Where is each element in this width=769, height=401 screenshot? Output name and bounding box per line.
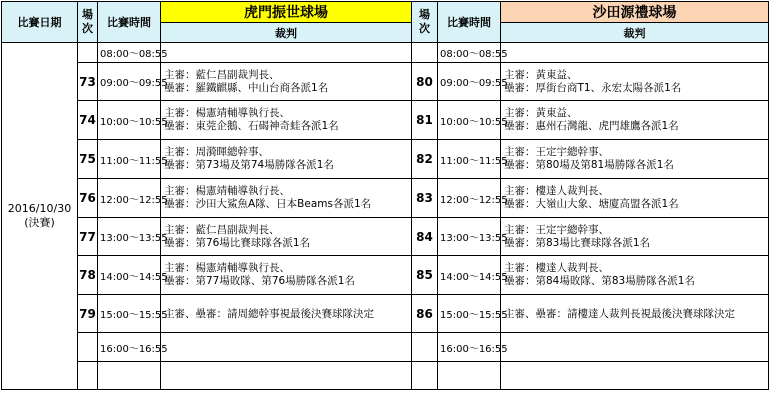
chief-umpire-a: 主審：藍仁昌副裁判長、 (164, 68, 280, 81)
referee-b (501, 101, 769, 140)
game-no-a: 74 (78, 101, 98, 140)
chief-umpire-a: 主審：楊憲靖輔導執行長、 (164, 262, 290, 274)
referee-b: 主審、壘審：請樓達人裁判長視最後決賽球隊決定 (501, 295, 769, 333)
venue-a-title: 虎門振世球場 (161, 2, 412, 23)
game-no-header-b-line1: 場 (419, 8, 430, 21)
base-umpire-b: 壘審：惠州石灣龍、虎門雄鷹各派1名 (504, 120, 679, 132)
game-no-b: 82 (412, 140, 438, 179)
game-no-a (78, 333, 98, 362)
time-header-a: 比賽時間 (98, 2, 161, 43)
game-no-a: 78 (78, 256, 98, 295)
referee-header-a: 裁判 (161, 23, 412, 43)
schedule-row (2, 362, 769, 390)
game-no-a: 75 (78, 140, 98, 179)
time-b: 11:00～11:55 (438, 140, 501, 179)
referee-header-b: 裁判 (501, 23, 769, 43)
time-a: 09:00～09:55 (98, 63, 161, 101)
game-no-a: 73 (78, 63, 98, 101)
referee-a: 主審、壘審：請周總幹事視最後決賽球隊決定 (161, 295, 412, 333)
time-a: 11:00～11:55 (98, 140, 161, 179)
game-no-header-a (78, 2, 98, 43)
time-a: 14:00～14:55 (98, 256, 161, 295)
time-a: 08:00～08:55 (98, 43, 161, 63)
game-no-header-a-line2: 次 (82, 22, 93, 35)
chief-umpire-a: 主審：藍仁昌副裁判長、 (164, 223, 280, 236)
chief-umpire-a: 主審：楊憲靖輔導執行長、 (164, 185, 290, 197)
schedule-row (2, 295, 769, 333)
time-a (98, 362, 161, 390)
time-a: 15:00～15:55 (98, 295, 161, 333)
time-b (438, 362, 501, 390)
base-umpire-a: 壘審：第77場敗隊、第76場勝隊各派1名 (164, 275, 355, 287)
referee-b (501, 218, 769, 256)
time-b: 12:00～12:55 (438, 179, 501, 218)
schedule-row (2, 179, 769, 218)
time-b: 14:00～14:55 (438, 256, 501, 295)
game-no-b (412, 43, 438, 63)
schedule-row (2, 140, 769, 179)
venue-b-title: 沙田源禮球場 (501, 2, 769, 23)
match-date-line2: (決賽) (24, 216, 55, 229)
header-row-top (2, 2, 769, 23)
schedule-row (2, 63, 769, 101)
base-umpire-b: 壘審：第80場及第81場勝隊各派1名 (504, 159, 674, 171)
referee-a (161, 333, 412, 362)
schedule-row (2, 256, 769, 295)
base-umpire-b: 壘審：大嶺山大象、塘廈高盟各派1名 (504, 198, 679, 210)
base-umpire-a: 壘審：第73場及第74場勝隊各派1名 (164, 159, 334, 171)
referee-a (161, 101, 412, 140)
chief-umpire-b: 主審：樓達人裁判長、 (504, 262, 609, 274)
base-umpire-a: 壘審：羅鐵麒縣、中山台商各派1名 (164, 81, 329, 94)
time-header-b: 比賽時間 (438, 2, 501, 43)
schedule-row (2, 218, 769, 256)
referee-a (161, 140, 412, 179)
game-no-b: 84 (412, 218, 438, 256)
time-b: 09:00～09:55 (438, 63, 501, 101)
referee-a (161, 179, 412, 218)
base-umpire-a: 壘審：第76場比賽球隊各派1名 (164, 236, 311, 249)
time-a: 12:00～12:55 (98, 179, 161, 218)
schedule-table (1, 1, 769, 390)
game-no-a (78, 362, 98, 390)
base-umpire-a: 壘審：東莞企鵝、石碣神奇蛙各派1名 (164, 120, 339, 132)
chief-umpire-b: 主審：王定宇總幹事、 (504, 223, 609, 236)
time-a: 16:00～16:55 (98, 333, 161, 362)
base-umpire-b: 壘審：第84場敗隊、第83場勝隊各派1名 (504, 275, 695, 287)
chief-umpire-b: 主審：黃東益、 (504, 68, 578, 81)
game-no-a (78, 43, 98, 63)
time-a: 10:00～10:55 (98, 101, 161, 140)
game-no-b: 83 (412, 179, 438, 218)
base-umpire-b: 壘審：厚街台商T1、永宏太陽各派1名 (504, 81, 682, 94)
schedule-row (2, 101, 769, 140)
time-b: 16:00～16:55 (438, 333, 501, 362)
game-no-header-a-line1: 場 (82, 8, 93, 21)
time-b: 10:00～10:55 (438, 101, 501, 140)
referee-a (161, 256, 412, 295)
game-no-b: 85 (412, 256, 438, 295)
time-b: 08:00～08:55 (438, 43, 501, 63)
time-a: 13:00～13:55 (98, 218, 161, 256)
referee-b (501, 179, 769, 218)
referee-b (501, 256, 769, 295)
referee-b (501, 140, 769, 179)
game-no-b (412, 333, 438, 362)
referee-a (161, 218, 412, 256)
chief-umpire-a: 主審：周漪暉總幹事、 (164, 146, 269, 158)
referee-b (501, 333, 769, 362)
chief-umpire-b: 主審：黃東益、 (504, 107, 578, 119)
time-b: 13:00～13:55 (438, 218, 501, 256)
chief-umpire-a: 主審：楊憲靖輔導執行長、 (164, 107, 290, 119)
game-no-a: 76 (78, 179, 98, 218)
referee-a (161, 362, 412, 390)
referee-b (501, 63, 769, 101)
game-no-b (412, 362, 438, 390)
base-umpire-b: 壘審：第83場比賽球隊各派1名 (504, 236, 651, 249)
referee-a (161, 63, 412, 101)
time-b: 15:00～15:55 (438, 295, 501, 333)
game-no-b: 80 (412, 63, 438, 101)
game-no-b: 81 (412, 101, 438, 140)
base-umpire-a: 壘審：沙田大鯊魚A隊、日本Beams各派1名 (164, 198, 372, 210)
referee-b (501, 43, 769, 63)
chief-umpire-b: 主審：樓達人裁判長、 (504, 185, 609, 197)
match-date (2, 43, 78, 390)
schedule-row (2, 333, 769, 362)
game-no-header-b (412, 2, 438, 43)
date-header: 比賽日期 (2, 2, 78, 43)
schedule-row (2, 43, 769, 63)
game-no-header-b-line2: 次 (419, 22, 430, 35)
referee-b (501, 362, 769, 390)
game-no-b: 86 (412, 295, 438, 333)
game-no-a: 79 (78, 295, 98, 333)
match-date-line1: 2016/10/30 (7, 202, 72, 215)
chief-umpire-b: 主審：王定宇總幹事、 (504, 146, 609, 158)
referee-a (161, 43, 412, 63)
game-no-a: 77 (78, 218, 98, 256)
